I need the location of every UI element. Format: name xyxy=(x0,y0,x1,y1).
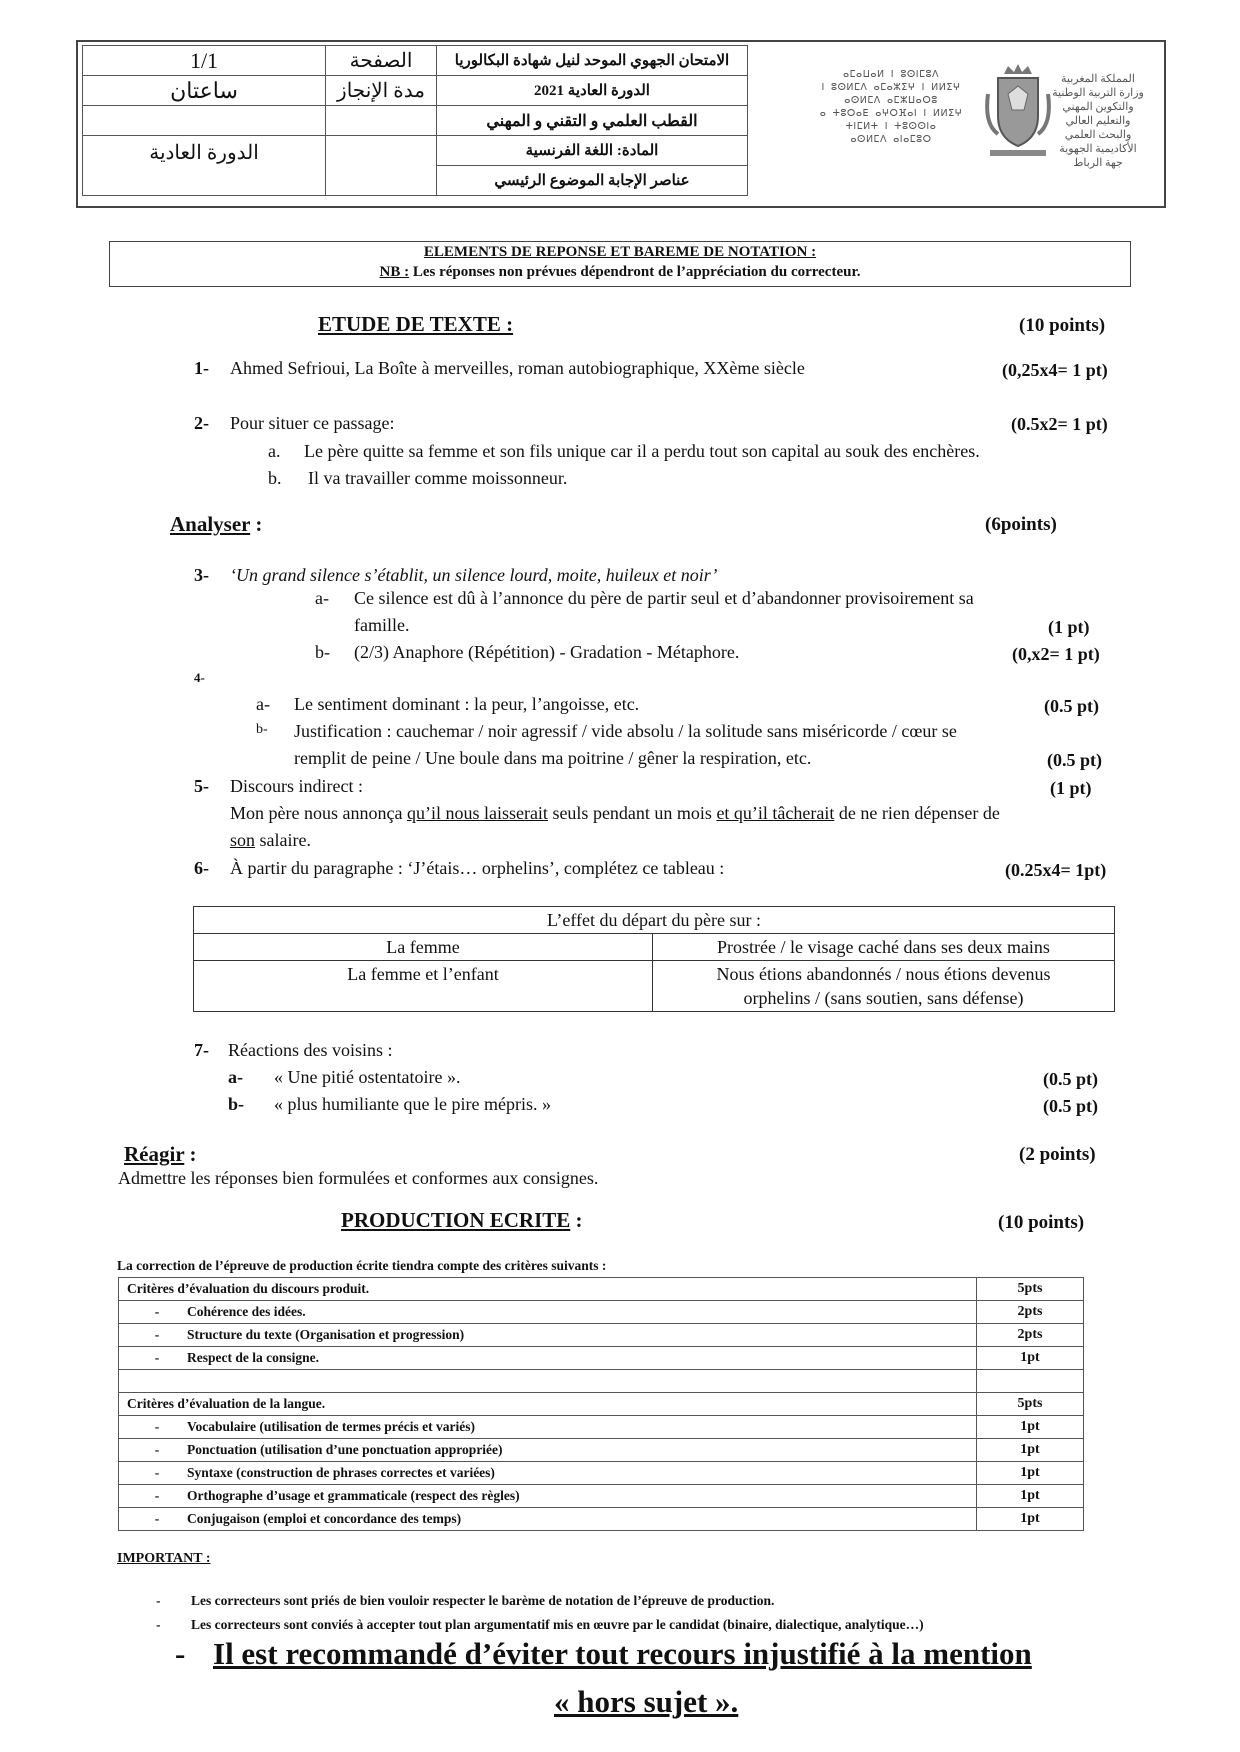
question-number: 1- xyxy=(194,358,209,378)
table-title: L’effet du départ du père sur : xyxy=(194,907,1115,934)
tifinagh-org-name: ⴰⵎⴰⵡⴰⵍ ⵏ ⵓⵙⵏⵎⵓⴷ ⵏ ⵓⵙⵍⵎⴷ ⴰⵎⴰⵣⵉⵖ ⵏ ⵍⵍⵉⵖ ⴰⵙⵍⵎⴷ ⴰⵎⵣⵡⴰⵔⵓ ⴰ ⵜⵓⵔⴰⴹ ⴰⵖⵔⴼⴰⵏ ⵏ ⵍⵍⵉⵖ ⵜⵏⵎⵍⵜ ⵏ ⵜⵓⵙⵙⵏⴰ ⴰⵙⵍⵎⴷ ⴰⵏⴰⵎⵓⵔ xyxy=(819,69,963,145)
exam-title: الامتحان الجهوي الموحد لنيل شهادة البكالوريا xyxy=(437,46,748,76)
section-points-analyser: (6points) xyxy=(985,514,1057,535)
important-note: Les correcteurs sont conviés à accepter tout plan argumentatif mis en œuvre par le candidat (binaire, dialectique, analytique…) xyxy=(191,1617,924,1632)
answer-text: remplit de peine / Une boule dans ma poitrine / gêner la respiration, etc. xyxy=(294,748,812,768)
answer-text: Réactions des voisins : xyxy=(228,1040,393,1060)
warning-dash: - xyxy=(175,1636,186,1671)
grading-notice-box xyxy=(109,241,1131,287)
notice-text: NB : Les réponses non prévues dépendront de l’appréciation du correcteur. xyxy=(379,264,861,280)
answer-text: À partir du paragraphe : ‘J’étais… orphelins’, complétez ce tableau : xyxy=(230,858,725,878)
answer-label: b- xyxy=(228,1094,245,1114)
table-row: - Ponctuation (utilisation d’une ponctuation appropriée) 1pt xyxy=(119,1439,1084,1462)
important-note: Les correcteurs sont priés de bien vouloir respecter le barème de notation de l’épreuve de production. xyxy=(191,1593,775,1608)
section-points-reagir: (2 points) xyxy=(1019,1144,1096,1165)
warning-line: « hors sujet ». xyxy=(554,1684,739,1719)
note-dash: - xyxy=(156,1617,161,1632)
question-number: 3- xyxy=(194,565,209,585)
table-row: - Structure du texte (Organisation et progression) 2pts xyxy=(119,1324,1084,1347)
answer-text: Il va travailler comme moissonneur. xyxy=(308,468,568,488)
page-label: الصفحة xyxy=(326,46,437,76)
question-number: 7- xyxy=(194,1040,209,1060)
criteria-label: Critères d’évaluation de la langue. xyxy=(119,1393,977,1416)
empty-cell xyxy=(326,106,437,136)
answer-text: Discours indirect : xyxy=(230,776,363,796)
table-cell: Prostrée / le visage caché dans ses deux mains xyxy=(653,934,1115,961)
table-cell: Nous étions abandonnés / nous étions devenus orphelins / (sans soutien, sans défense) xyxy=(653,961,1115,1012)
subject-label: المادة: اللغة الفرنسية xyxy=(437,136,748,166)
session-normal: الدورة العادية xyxy=(83,136,326,196)
answer-text: Le père quitte sa femme et son fils unique car il a perdu tout son capital au souk des enchères. xyxy=(304,441,980,461)
note-dash: - xyxy=(156,1593,161,1608)
important-title: IMPORTANT : xyxy=(117,1551,211,1566)
answer-text: Le sentiment dominant : la peur, l’angoisse, etc. xyxy=(294,694,640,714)
answer-label: b. xyxy=(268,468,282,488)
session-line: الدورة العادية 2021 xyxy=(437,76,748,106)
answer-label: b- xyxy=(315,642,330,662)
answer-text: « plus humiliante que le pire mépris. » xyxy=(274,1094,551,1114)
page-value: 1/1 xyxy=(83,46,326,76)
answer-text: famille. xyxy=(354,615,410,635)
indirect-speech-line: Mon père nous annonça qu’il nous laisserait seuls pendant un mois et qu’il tâcherait de ne rien dépenser de xyxy=(230,803,1000,823)
answer-label: a- xyxy=(256,694,270,714)
section-title-reagir: Réagir : xyxy=(124,1142,197,1166)
section-points-production: (10 points) xyxy=(998,1212,1085,1233)
question-number: 5- xyxy=(194,776,209,796)
ministry-block xyxy=(776,46,1156,198)
criteria-label: - Ponctuation (utilisation d’une ponctuation appropriée) xyxy=(119,1439,977,1462)
criteria-label: - Vocabulaire (utilisation de termes précis et variés) xyxy=(119,1416,977,1439)
criteria-label: - Syntaxe (construction de phrases correctes et variées) xyxy=(119,1462,977,1485)
section-points-etude: (10 points) xyxy=(1019,315,1106,336)
section-title-etude: ETUDE DE TEXTE : xyxy=(318,312,514,336)
exam-header xyxy=(76,40,1166,208)
notice-title: ELEMENTS DE REPONSE ET BAREME DE NOTATION : xyxy=(423,244,817,260)
answer-label: a- xyxy=(228,1067,243,1087)
table-row: - Vocabulaire (utilisation de termes précis et variés) 1pt xyxy=(119,1416,1084,1439)
empty-cell xyxy=(326,136,437,196)
answer-text: « Une pitié ostentatoire ». xyxy=(274,1067,461,1087)
criteria-label: - Orthographe d’usage et grammaticale (respect des règles) xyxy=(119,1485,977,1508)
answer-label: b- xyxy=(256,722,268,737)
table-row xyxy=(119,1370,1084,1393)
criteria-label: - Structure du texte (Organisation et progression) xyxy=(119,1324,977,1347)
section-title-production: PRODUCTION ECRITE : xyxy=(341,1208,583,1232)
question-points: (0,x2= 1 pt) xyxy=(1012,644,1100,664)
table-cell: La femme et l’enfant xyxy=(194,961,653,1012)
question-points: (1 pt) xyxy=(1048,617,1090,637)
answer-text: Ce silence est dû à l’annonce du père de partir seul et d’abandonner provisoirement sa xyxy=(354,588,974,608)
table-row: Critères d’évaluation du discours produit. 5pts xyxy=(119,1278,1084,1301)
question-points: (0.5 pt) xyxy=(1044,696,1099,716)
indirect-speech-line: son salaire. xyxy=(230,830,311,850)
question-points: (0.5 pt) xyxy=(1047,750,1102,770)
warning-line: Il est recommandé d’éviter tout recours injustifié à la mention xyxy=(213,1636,1032,1671)
empty-cell xyxy=(83,106,326,136)
coat-of-arms-icon xyxy=(984,64,1052,160)
criteria-intro: La correction de l’épreuve de production écrite tiendra compte des critères suivants : xyxy=(117,1258,607,1273)
answer-label: a. xyxy=(268,441,281,461)
criteria-label: Critères d’évaluation du discours produit. xyxy=(119,1278,977,1301)
question-points: (0.5x2= 1 pt) xyxy=(1011,414,1108,434)
table-row: - Orthographe d’usage et grammaticale (respect des règles) 1pt xyxy=(119,1485,1084,1508)
question-points: (0.5 pt) xyxy=(1043,1096,1098,1116)
answer-text: Pour situer ce passage: xyxy=(230,413,395,433)
duration-label: مدة الإنجاز xyxy=(326,76,437,106)
duration-value: ساعتان xyxy=(83,76,326,106)
table-row: - Cohérence des idées. 2pts xyxy=(119,1301,1084,1324)
question-points: (0.5 pt) xyxy=(1043,1069,1098,1089)
question-points: (0,25x4= 1 pt) xyxy=(1002,360,1108,380)
criteria-table xyxy=(118,1277,1084,1531)
table-row: - Conjugaison (emploi et concordance des temps) 1pt xyxy=(119,1508,1084,1531)
answer-label: a- xyxy=(315,588,329,608)
criteria-label: - Conjugaison (emploi et concordance des temps) xyxy=(119,1508,977,1531)
question-points: (0.25x4= 1pt) xyxy=(1005,860,1107,880)
header-table xyxy=(82,45,748,196)
question-number: 4- xyxy=(194,670,205,685)
criteria-label: - Respect de la consigne. xyxy=(119,1347,977,1370)
table-row: Critères d’évaluation de la langue. 5pts xyxy=(119,1393,1084,1416)
section-title-analyser: Analyser : xyxy=(170,512,263,536)
answer-text: Ahmed Sefrioui, La Boîte à merveilles, roman autobiographique, XXème siècle xyxy=(230,358,805,378)
table-cell: La femme xyxy=(194,934,653,961)
quote-text: ‘Un grand silence s’établit, un silence lourd, moite, huileux et noir’ xyxy=(230,565,718,585)
question-number: 2- xyxy=(194,413,209,433)
criteria-label xyxy=(119,1370,977,1393)
question-points: (1 pt) xyxy=(1050,778,1092,798)
effect-table xyxy=(193,906,1115,1012)
answer-text: (2/3) Anaphore (Répétition) - Gradation - Métaphore. xyxy=(354,642,740,662)
answer-text: Justification : cauchemar / noir agressif / vide absolu / la solitude sans miséricorde / cœur se xyxy=(294,721,957,741)
criteria-label: - Cohérence des idées. xyxy=(119,1301,977,1324)
arabic-org-name: المملكة المغربية وزارة التربية الوطنية والتكوين المهني والتعليم العالي والبحث العلمي الأكاديمية الجهوية جهة الرباط xyxy=(1052,73,1144,169)
table-row: - Respect de la consigne. 1pt xyxy=(119,1347,1084,1370)
table-row: - Syntaxe (construction de phrases correctes et variées) 1pt xyxy=(119,1462,1084,1485)
reagir-text: Admettre les réponses bien formulées et conformes aux consignes. xyxy=(118,1168,599,1188)
pole-label: القطب العلمي و التقني و المهني xyxy=(437,106,748,136)
question-number: 6- xyxy=(194,858,209,878)
answer-elements-label: عناصر الإجابة الموضوع الرئيسي xyxy=(437,166,748,196)
